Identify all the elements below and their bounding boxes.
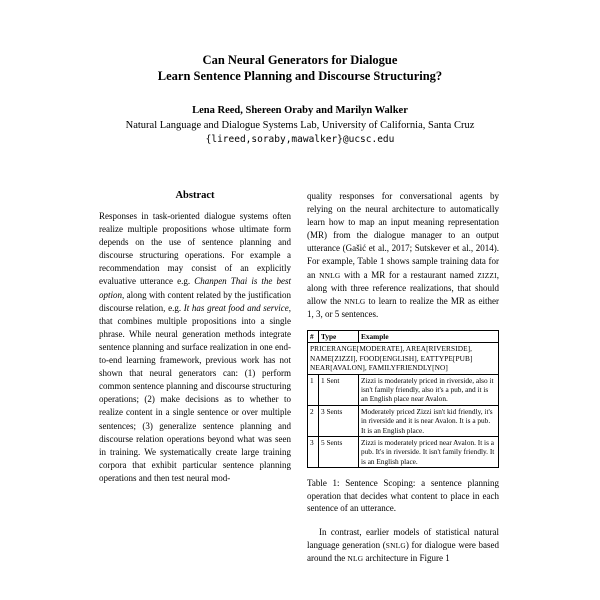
table-header-type: Type [319,330,359,342]
table-header-row [308,330,499,342]
body-paragraph: In contrast, earlier models of statistical natural language generation (SNLG) for dialogue were based around the NLG architecture in Figure 1 [307,526,499,563]
row-example: Moderately priced Zizzi isn't kid friendly, it's in riverside and it is near Avalon. It is a pub. It is an English place. [359,405,499,436]
paper-title [99,52,501,84]
row-type: 1 Sent [319,374,359,405]
row-type: 5 Sents [319,437,359,468]
left-column [99,190,291,565]
abstract-text: Responses in task-oriented dialogue systems often realize multiple propositions whose ultimate form depends on the use of sentence planning and discourse structuring operations. For example a recommendation may consist of an explicitly evaluative utterance e.g. Chanpen Thai is the best option, along with content related by the justification discourse relation, e.g. It has great food and service, that combines multiple propositions into a single phrase. While neural generation methods integrate sentence planning and surface realization in one end-to-end learning framework, previous work has not shown that neural generators can: (1) perform common sentence planning and discourse structuring operations; (2) make decisions as to whether to realize content in a single sentence or over multiple sentences; (3) generalize sentence planning and discourse relation operations beyond what was seen in training. We systematically create large training corpora that exhibit particular sentence planning operations and then test neural mod- [99,211,291,483]
abstract-heading: Abstract [175,190,215,201]
table-row [308,437,499,468]
table-mr-row [308,343,499,374]
row-num: 2 [308,405,319,436]
table-caption: Table 1: Sentence Scoping: a sentence planning operation that decides what content to place in each sentence of an utterance. [307,478,499,514]
title-line-2: Learn Sentence Planning and Discourse Structuring? [157,69,443,83]
row-example: Zizzi is moderately priced near Avalon. It is a pub. It's in riverside. It isn't family friendly. It is an English place. [359,437,499,468]
row-type: 3 Sents [319,405,359,436]
intro-paragraph: quality responses for conversational agents by relying on the neural architecture to automatically learn how to map an input meaning representation (MR) from the dialogue manager to an output utterance (Gašić et al., 2017; Sutskever et al., 2014). For example, Table 1 shows sample training data for an NNLG with a MR for a restaurant named ZIZZI, along with three reference realizations, that should allow the NNLG to learn to realize the MR as either 1, 3, or 5 sentences. [307,191,500,319]
two-column-body [99,190,501,565]
title-line-1: Can Neural Generators for Dialogue [202,53,398,67]
table-row [308,374,499,405]
right-column [307,190,499,565]
title-block [99,52,501,146]
table-header-example: Example [359,330,499,342]
table-1 [307,330,499,468]
row-num: 1 [308,374,319,405]
table-row [308,405,499,436]
row-num: 3 [308,437,319,468]
table-header-num: # [308,330,319,342]
affiliation: Natural Language and Dialogue Systems Lab, University of California, Santa Cruz [125,120,475,131]
row-example: Zizzi is moderately priced in riverside, also it isn't family friendly, also it's a pub, and it is an English place near Avalon. [359,374,499,405]
author-names: Lena Reed, Shereen Oraby and Marilyn Walker [192,105,408,116]
meaning-representation: PRICERANGE[MODERATE], AREA[RIVERSIDE], NAME[ZIZZI], FOOD[ENGLISH], EATTYPE[PUB] NEAR[AVALON], FAMILYFRIENDLY[NO] [308,343,499,374]
email-line: {lireed,soraby,mawalker}@ucsc.edu [205,134,395,145]
